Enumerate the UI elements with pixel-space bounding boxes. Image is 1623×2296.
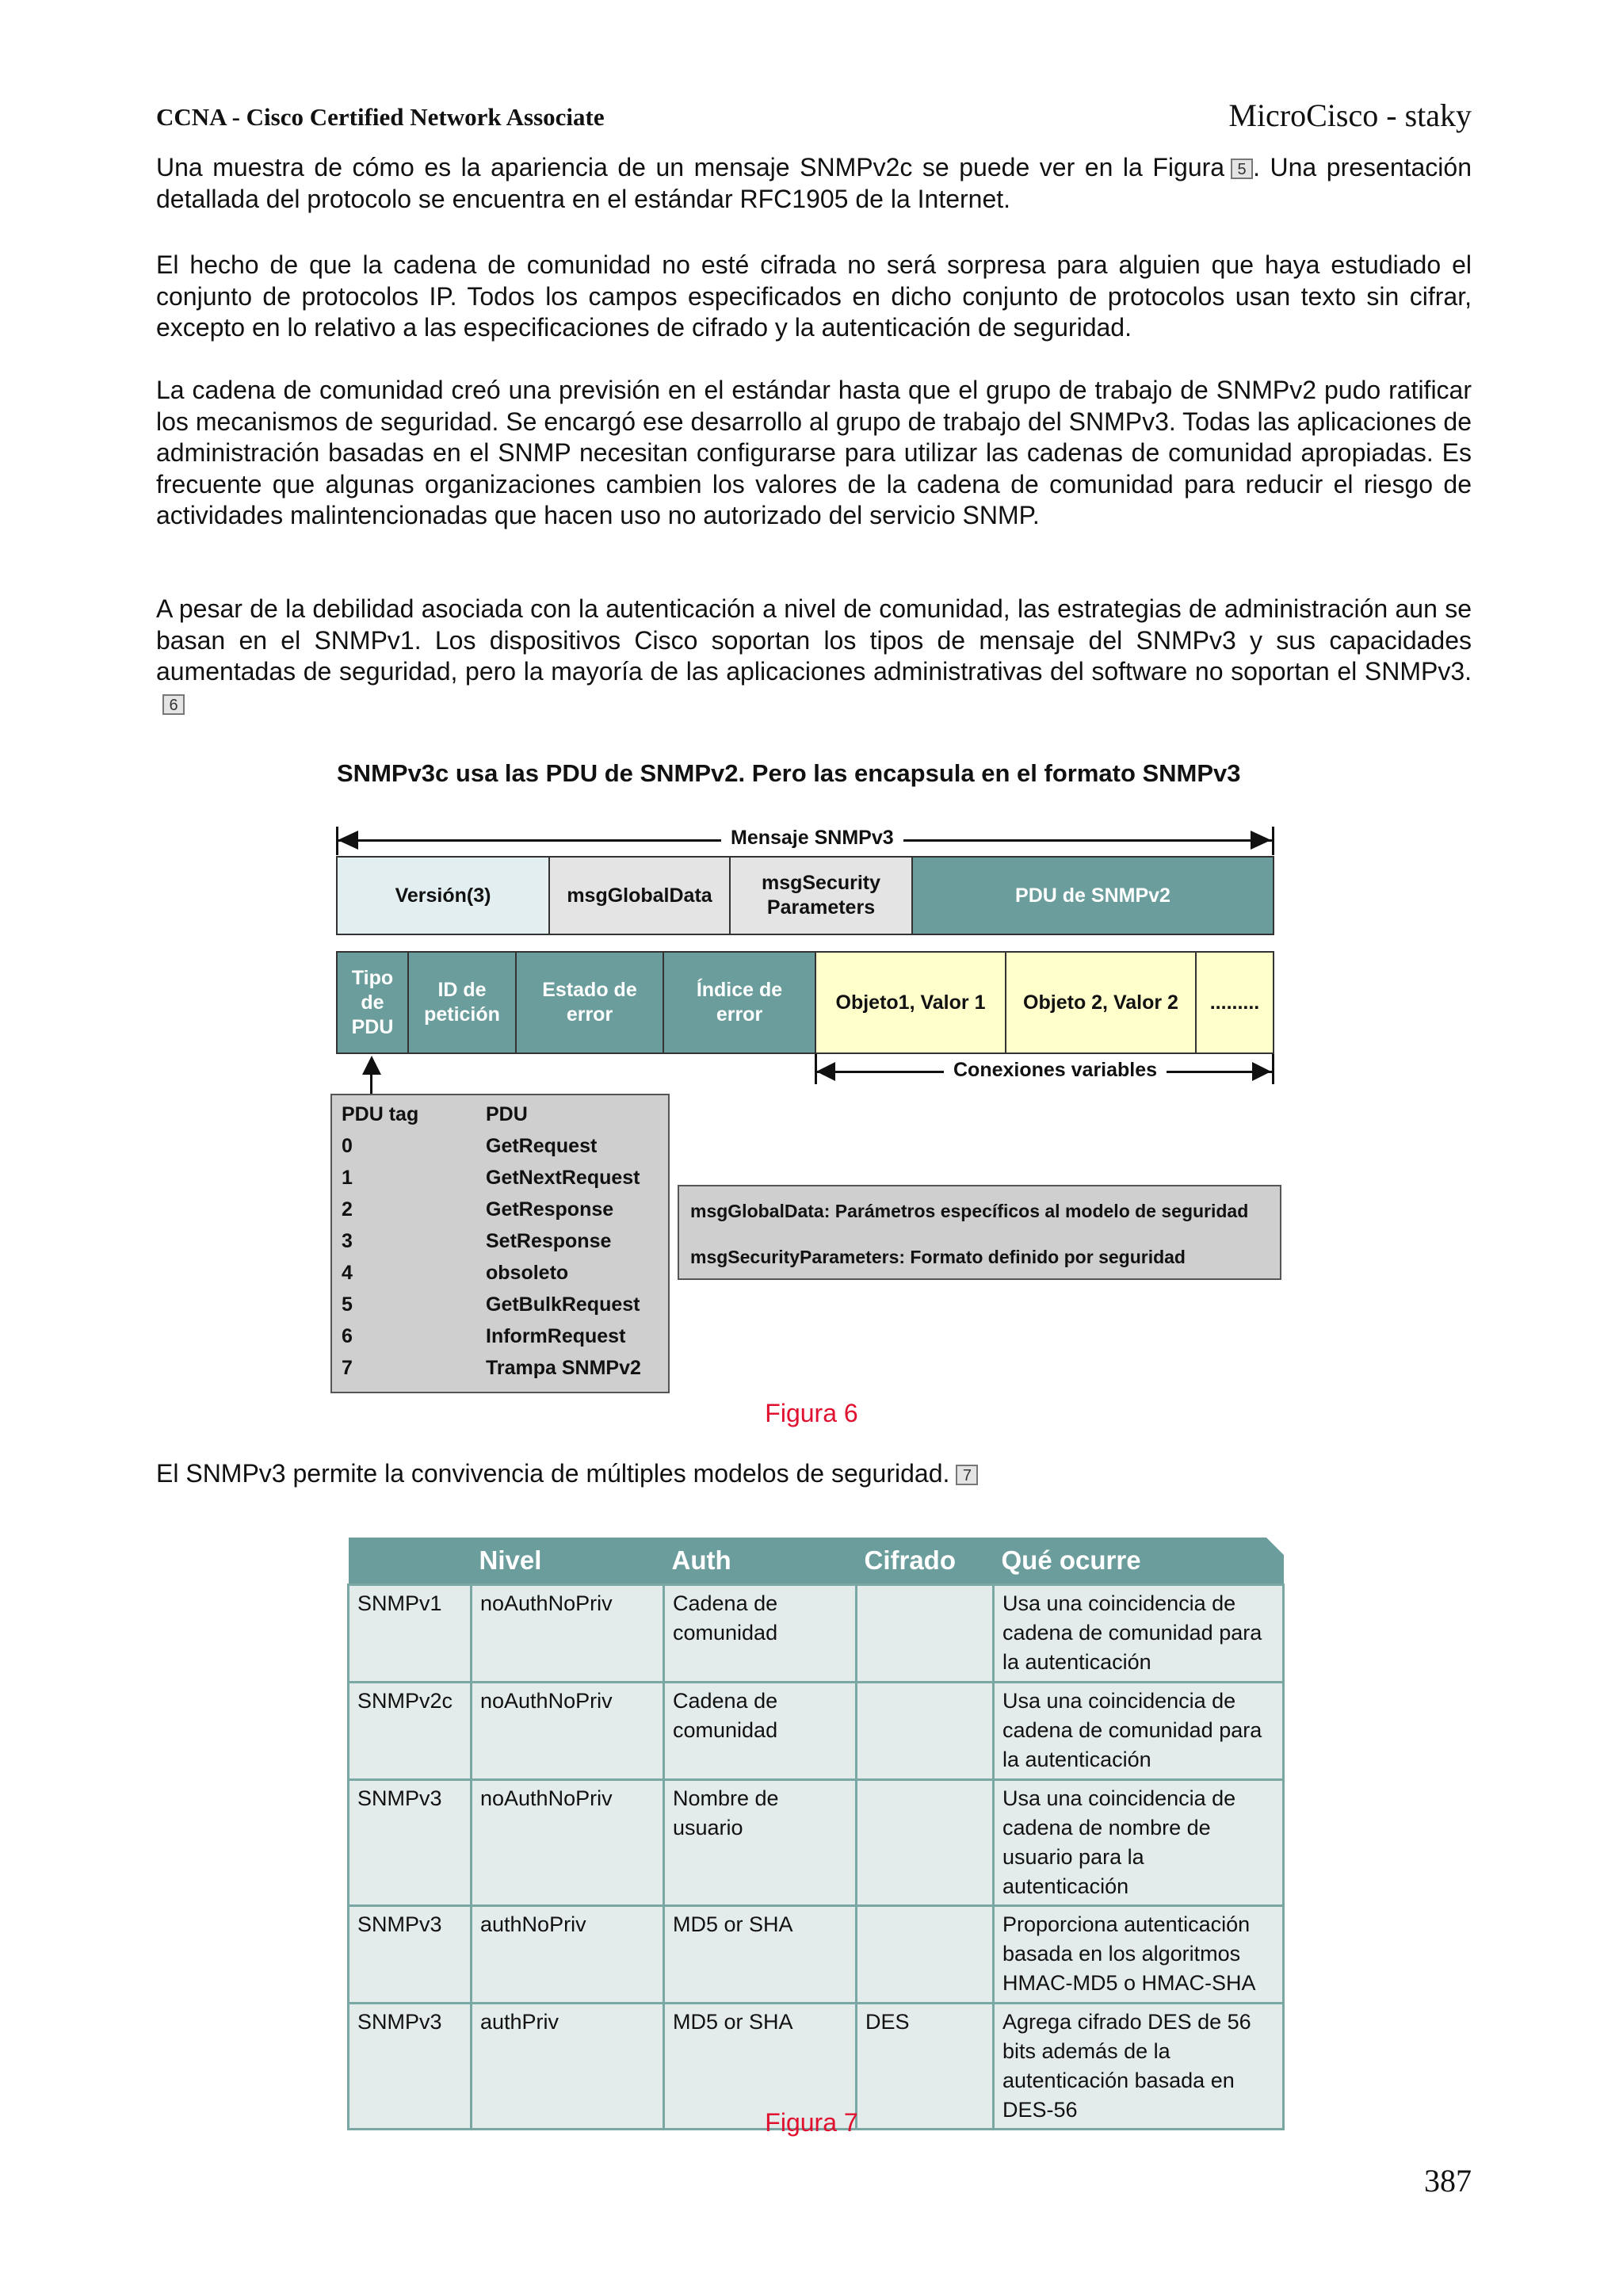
paragraph-1 — [156, 152, 1472, 215]
arrow-left-icon — [816, 1062, 835, 1081]
field-object-2: Objeto 2, Valor 2 — [1005, 951, 1197, 1054]
pdu-tag: 2 — [342, 1198, 353, 1221]
pdu-tag: 4 — [342, 1262, 353, 1284]
field-pdu-snmpv2: PDU de SNMPv2 — [911, 856, 1274, 935]
paragraph-4 — [156, 594, 1472, 719]
figure-6-title: SNMPv3c usa las PDU de SNMPv2. Pero las encapsula en el formato SNMPv3 — [337, 759, 1241, 787]
span-tick — [1272, 827, 1274, 855]
paragraph-4-text: A pesar de la debilidad asociada con la autenticación a nivel de comunidad, las estrategias de administración aun se basan en el SNMPv1. Los dispositivos Cisco soportan los tipos de mensaje del SNMPv3 y sus capacidades aumentadas de seguridad, pero la mayoría de las aplicaciones administrativas del software no soportan el SNMPv3. — [156, 594, 1472, 686]
pdu-tag: 5 — [342, 1293, 353, 1316]
message-label: Mensaje SNMPv3 — [721, 827, 903, 850]
pdu-name: GetNextRequest — [486, 1167, 640, 1189]
field-msg-security-parameters: msgSecurity Parameters — [729, 856, 913, 935]
table-header-row — [349, 1538, 1284, 1585]
cell-auth: Cadena de comunidad — [664, 1585, 857, 1683]
figure-link-icon[interactable]: 7 — [956, 1465, 978, 1485]
pdu-name: GetRequest — [486, 1135, 598, 1157]
cell-auth: MD5 or SHA — [664, 1906, 857, 2004]
cell-protocol: SNMPv3 — [349, 1780, 472, 1906]
cell-auth: MD5 or SHA — [664, 2004, 857, 2130]
paragraph-1-text: Una muestra de cómo es la apariencia de un mensaje SNMPv2c se puede ver en la Figura — [156, 153, 1225, 181]
pdu-name: obsoleto — [486, 1262, 569, 1284]
table-row — [349, 1780, 1284, 1906]
cell-description: Proporciona autenticación basada en los algoritmos HMAC-MD5 o HMAC-SHA — [994, 1906, 1284, 2004]
field-more-objects: ......... — [1195, 951, 1274, 1054]
paragraph-2: El hecho de que la cadena de comunidad no esté cifrada no será sorpresa para alguien que haya estudiado el conjunto de protocolos IP. Todos los campos especificados en dicho conjunto de protocolos usan texto sin cifrar, excepto en lo relativo a las especificaciones de cifrado y la autenticación de seguridad. — [156, 250, 1472, 342]
pdu-name: GetResponse — [486, 1198, 614, 1221]
cell-description: Usa una coincidencia de cadena de comunidad para la autenticación — [994, 1683, 1284, 1780]
figure-link-icon[interactable]: 6 — [162, 694, 185, 715]
arrow-left-icon — [338, 831, 358, 850]
pdu-name: SetResponse — [486, 1230, 612, 1252]
cell-level: authNoPriv — [472, 1906, 664, 2004]
cell-auth: Cadena de comunidad — [664, 1683, 857, 1780]
column-header: PDU tag — [342, 1103, 419, 1125]
pdu-tag: 7 — [342, 1357, 353, 1379]
table-row — [349, 1585, 1284, 1683]
paragraph-5-text: El SNMPv3 permite la convivencia de múltiples modelos de seguridad. — [156, 1459, 950, 1488]
figure-7-caption: Figura 7 — [765, 2108, 858, 2137]
note-security-parameters: msgSecurityParameters: Formato definido por seguridad — [690, 1247, 1186, 1267]
cell-encryption — [857, 1683, 994, 1780]
figure-6 — [317, 745, 1316, 1395]
field-version: Versión(3) — [336, 856, 550, 935]
cell-encryption — [857, 1906, 994, 2004]
field-error-index: Índice de error — [663, 951, 816, 1054]
cell-encryption — [857, 1585, 994, 1683]
note-global-data: msgGlobalData: Parámetros específicos al modelo de seguridad — [690, 1201, 1249, 1221]
cell-encryption — [857, 1780, 994, 1906]
column-header-encryption: Cifrado — [857, 1538, 994, 1585]
security-notes-box — [678, 1185, 1281, 1280]
cell-description: Usa una coincidencia de cadena de comunidad para la autenticación — [994, 1585, 1284, 1683]
security-models-table — [347, 1538, 1285, 2130]
cell-level: authPriv — [472, 2004, 664, 2130]
paragraph-5 — [156, 1458, 1472, 1490]
page-header — [156, 97, 1472, 138]
cell-protocol: SNMPv2c — [349, 1683, 472, 1780]
header-author: MicroCisco - staky — [1228, 97, 1472, 133]
figure-link-icon[interactable]: 5 — [1231, 159, 1253, 179]
figure-6-caption: Figura 6 — [765, 1399, 858, 1427]
arrow-up-icon — [362, 1056, 381, 1075]
figure-7 — [347, 1538, 1282, 2122]
pdu-tag: 1 — [342, 1167, 353, 1189]
header-title: CCNA - Cisco Certified Network Associate — [156, 103, 605, 131]
pdu-name: Trampa SNMPv2 — [486, 1357, 641, 1379]
field-pdu-type: Tipo de PDU — [336, 951, 409, 1054]
pdu-tag: 0 — [342, 1135, 353, 1157]
arrow-right-icon — [1252, 1062, 1271, 1081]
pdu-tag-table — [330, 1094, 670, 1393]
pdu-name: GetBulkRequest — [486, 1293, 640, 1316]
cell-description: Agrega cifrado DES de 56 bits además de la autenticación basada en DES-56 — [994, 2004, 1284, 2130]
column-header — [349, 1538, 472, 1585]
cell-auth: Nombre de usuario — [664, 1780, 857, 1906]
column-header: PDU — [486, 1103, 528, 1125]
paragraph-1-tail: . Una presentación detallada del protocolo se encuentra en el estándar RFC1905 de la Internet. — [156, 153, 1472, 213]
field-request-id: ID de petición — [407, 951, 517, 1054]
field-error-status: Estado de error — [515, 951, 664, 1054]
cell-protocol: SNMPv3 — [349, 2004, 472, 2130]
paragraph-3: La cadena de comunidad creó una previsión en el estándar hasta que el grupo de trabajo de SNMPv2 pudo ratificar los mecanismos de seguridad. Se encargó ese desarrollo al grupo de trabajo del SNMPv3. Todas las aplicaciones de administración basadas en el SNMP necesitan configurarse para utilizar las cadenas de comunidad apropiadas. Es frecuente que algunas organizaciones cambien los valores de la cadena de comunidad para reducir el riesgo de actividades malintencionadas que hacen uso no autorizado del servicio SNMP. — [156, 376, 1472, 529]
column-header-what-happens — [994, 1538, 1284, 1585]
pdu-name: InformRequest — [486, 1325, 626, 1347]
table-row — [349, 1683, 1284, 1780]
field-object-1: Objeto1, Valor 1 — [815, 951, 1006, 1054]
cell-level: noAuthNoPriv — [472, 1585, 664, 1683]
pdu-tag: 6 — [342, 1325, 353, 1347]
cell-encryption: DES — [857, 2004, 994, 2130]
column-header-label: Qué ocurre — [1001, 1545, 1141, 1575]
varbind-label: Conexiones variables — [944, 1059, 1167, 1082]
cell-protocol: SNMPv1 — [349, 1585, 472, 1683]
table-row — [349, 1906, 1284, 2004]
cell-protocol: SNMPv3 — [349, 1906, 472, 2004]
column-header-auth: Auth — [664, 1538, 857, 1585]
varbind-tick — [1272, 1054, 1274, 1084]
cell-level: noAuthNoPriv — [472, 1780, 664, 1906]
pdu-tag: 3 — [342, 1230, 353, 1252]
page-number: 387 — [1424, 2163, 1472, 2199]
column-header-level: Nivel — [472, 1538, 664, 1585]
cell-description: Usa una coincidencia de cadena de nombre de usuario para la autenticación — [994, 1780, 1284, 1906]
field-msg-global-data: msgGlobalData — [548, 856, 731, 935]
cell-level: noAuthNoPriv — [472, 1683, 664, 1780]
arrow-right-icon — [1251, 831, 1271, 850]
